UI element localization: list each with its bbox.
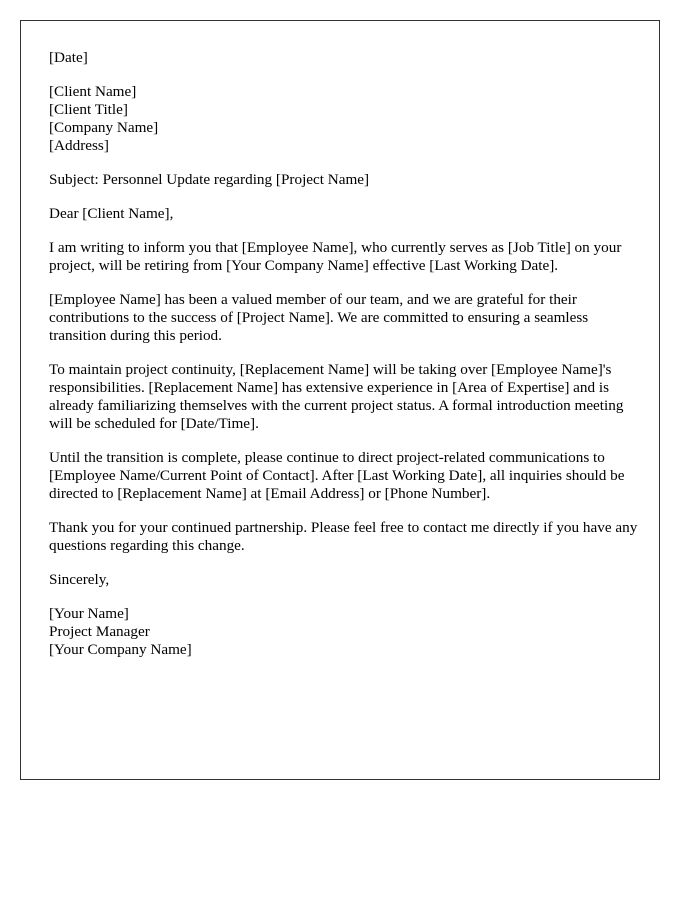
signature-title: Project Manager — [49, 623, 150, 640]
signature-name: [Your Name] — [49, 605, 129, 622]
letter-date: [Date] — [49, 49, 88, 66]
body-paragraph-appreciation: [Employee Name] has been a valued member of our team, and we are grateful for their contributions to the success of [Project Name]. We are committed to ensuring a seamless transition during this period. — [49, 291, 589, 344]
letter-body — [49, 49, 639, 675]
recipient-address: [Address] — [49, 137, 109, 154]
recipient-client-title: [Client Title] — [49, 101, 128, 118]
subject-line: Subject: Personnel Update regarding [Project Name] — [49, 171, 370, 188]
recipient-block — [49, 83, 639, 155]
body-paragraph-announcement: I am writing to inform you that [Employee Name], who currently serves as [Job Title] on your project, will be retiring from [Your Company Name] effective [Last Working Date]. — [49, 239, 622, 274]
letter-frame — [20, 20, 660, 780]
recipient-client-name: [Client Name] — [49, 83, 137, 100]
closing: Sincerely, — [49, 571, 110, 588]
signature-company: [Your Company Name] — [49, 641, 192, 658]
signature-block — [49, 605, 639, 659]
body-paragraph-continuity: To maintain project continuity, [Replacement Name] will be taking over [Employee Name]'s responsibilities. [Replacement Name] has extensive experience in [Area of Expertise] and is already familiarizing themselves with the current project status. A formal introduction meeting will be scheduled for [Date/Time]. — [49, 361, 624, 432]
body-paragraph-contacts: Until the transition is complete, please continue to direct project-related communications to [Employee Name/Current Point of Contact]. After [Last Working Date], all inquiries should be directed to [Replacement Name] at [Email Address] or [Phone Number]. — [49, 449, 625, 502]
body-paragraph-thanks: Thank you for your continued partnership. Please feel free to contact me directly if you have any questions regarding this change. — [49, 519, 638, 554]
salutation: Dear [Client Name], — [49, 205, 174, 222]
recipient-company-name: [Company Name] — [49, 119, 159, 136]
